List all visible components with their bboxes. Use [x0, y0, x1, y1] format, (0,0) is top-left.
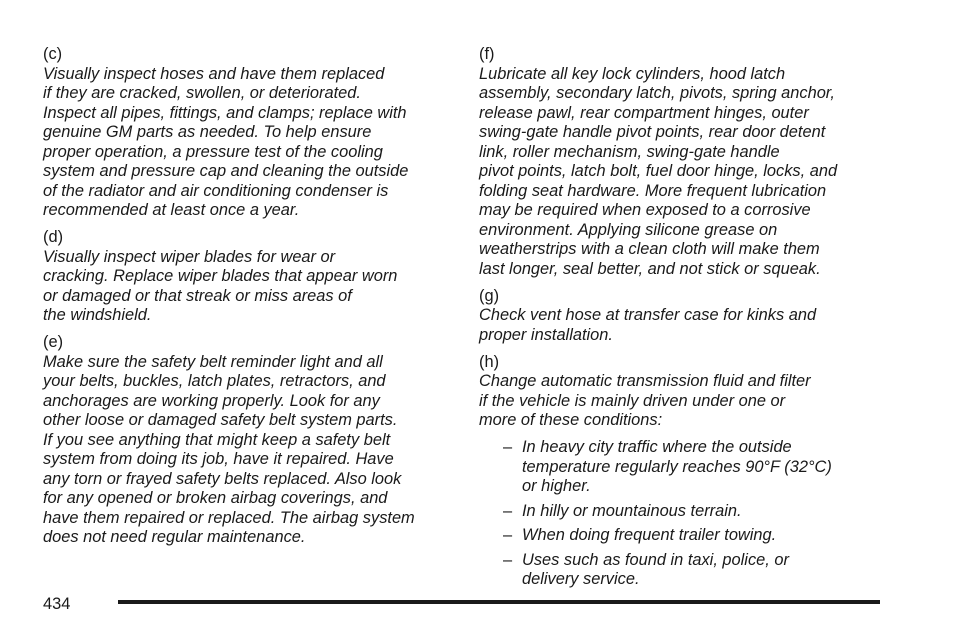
paragraph-d: [43, 228, 453, 326]
dash-bullet: –: [503, 550, 513, 569]
text-line: of the radiator and air conditioning condenser is: [43, 181, 389, 200]
right-column: [479, 45, 889, 595]
text-line: In heavy city traffic where the outside: [522, 438, 792, 456]
list-item-text: [522, 551, 889, 590]
text-line: genuine GM parts as needed. To help ensure: [43, 123, 372, 141]
text-line: or damaged or that streak or miss areas of: [43, 286, 352, 305]
list-item-text: [522, 502, 889, 522]
paragraph-text: [479, 306, 889, 345]
footer-rule: [118, 600, 880, 604]
paragraph-text: [43, 353, 453, 548]
text-line: may be required when exposed to a corrosive: [479, 201, 811, 219]
left-column: [43, 45, 453, 555]
text-line: Change automatic transmission fluid and filter: [479, 372, 811, 390]
text-line: system and pressure cap and cleaning the outside: [43, 162, 409, 180]
dash-bullet: –: [503, 501, 513, 520]
text-line: if the vehicle is mainly driven under one or: [479, 391, 786, 410]
text-line: any torn or frayed safety belts replaced. Also look: [43, 469, 402, 488]
text-line: assembly, secondary latch, pivots, spring anchor,: [479, 84, 835, 102]
paragraph-g: [479, 287, 889, 346]
text-line: Visually inspect hoses and have them replaced: [43, 64, 385, 83]
text-line: have them repaired or replaced. The airbag system: [43, 508, 415, 527]
text-line: link, roller mechanism, swing-gate handle: [479, 142, 780, 161]
paragraph-marker: (d): [43, 228, 64, 246]
text-line: pivot points, latch bolt, fuel door hinge, locks, and: [479, 162, 838, 180]
list-item: [479, 438, 889, 497]
paragraph-marker: (c): [43, 45, 63, 63]
text-line: does not need regular maintenance.: [43, 528, 306, 546]
list-item-text: [522, 438, 889, 497]
text-line: cracking. Replace wiper blades that appear worn: [43, 267, 398, 285]
text-line: your belts, buckles, latch plates, retractors, and: [43, 372, 386, 390]
text-line: for any opened or broken airbag coverings, and: [43, 489, 388, 507]
text-line: folding seat hardware. More frequent lubrication: [479, 181, 827, 200]
dash-bullet: –: [503, 438, 513, 456]
text-line: environment. Applying silicone grease on: [479, 220, 778, 239]
text-line: system from doing its job, have it repaired. Have: [43, 450, 394, 468]
text-line: swing-gate handle pivot points, rear door detent: [479, 123, 826, 141]
paragraph-marker: (f): [479, 45, 495, 63]
paragraph-e: [43, 333, 453, 548]
text-line: release pawl, rear compartment hinges, outer: [479, 103, 809, 122]
text-line: Lubricate all key lock cylinders, hood latch: [479, 64, 786, 83]
paragraph-f: [479, 45, 889, 279]
paragraph-text: [479, 65, 889, 280]
page-number: 434: [43, 595, 71, 613]
text-line: Uses such as found in taxi, police, or: [522, 550, 789, 569]
paragraph-h: [479, 353, 889, 431]
dash-bullet: –: [503, 526, 513, 544]
paragraph-text: [43, 65, 453, 221]
text-line: weatherstrips with a clean cloth will make them: [479, 240, 820, 258]
text-line: When doing frequent trailer towing.: [522, 526, 777, 544]
text-line: delivery service.: [522, 570, 640, 588]
conditions-list: [479, 438, 889, 590]
paragraph-marker: (h): [479, 352, 500, 371]
text-line: proper installation.: [479, 325, 613, 344]
text-line: anchorages are working properly. Look for any: [43, 391, 380, 410]
paragraph-marker: (e): [43, 333, 64, 351]
paragraph-text: [43, 248, 453, 326]
text-line: Inspect all pipes, fittings, and clamps; replace with: [43, 103, 407, 122]
text-line: In hilly or mountainous terrain.: [522, 501, 742, 520]
list-item-text: [522, 526, 889, 546]
paragraph-text: [479, 372, 889, 431]
text-line: If you see anything that might keep a safety belt: [43, 430, 391, 449]
list-item: [479, 551, 889, 590]
text-line: Make sure the safety belt reminder light and all: [43, 352, 383, 371]
text-line: more of these conditions:: [479, 411, 663, 429]
text-line: proper operation, a pressure test of the cooling: [43, 142, 383, 161]
text-line: Visually inspect wiper blades for wear or: [43, 247, 336, 266]
text-line: Check vent hose at transfer case for kinks and: [479, 306, 817, 324]
paragraph-c: [43, 45, 453, 221]
text-line: recommended at least once a year.: [43, 201, 300, 219]
text-line: or higher.: [522, 477, 591, 495]
text-line: last longer, seal better, and not stick or squeak.: [479, 259, 821, 278]
text-line: other loose or damaged safety belt system parts.: [43, 411, 398, 429]
text-line: if they are cracked, swollen, or deteriorated.: [43, 84, 361, 102]
text-line: temperature regularly reaches 90°F (32°C): [522, 457, 832, 476]
list-item: [479, 502, 889, 522]
list-item: [479, 526, 889, 546]
text-line: the windshield.: [43, 306, 152, 324]
paragraph-marker: (g): [479, 286, 500, 305]
